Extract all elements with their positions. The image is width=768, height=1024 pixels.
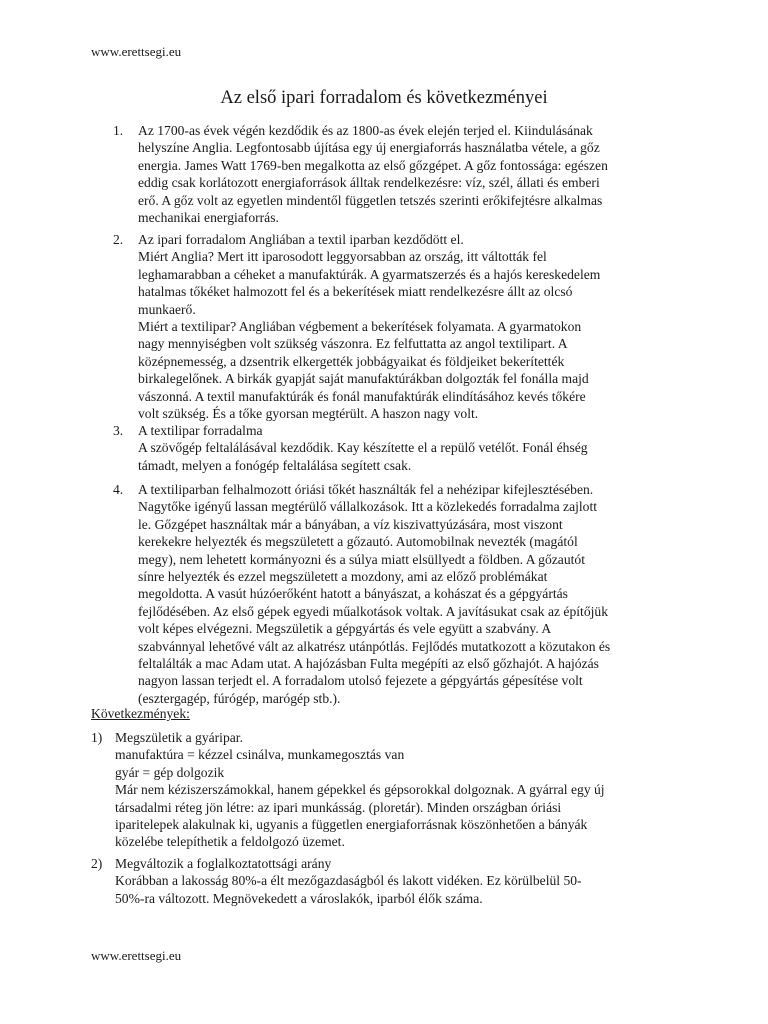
- consequence-1-text: [115, 729, 605, 851]
- item-4-line: megoldotta. A vasút húzóerőként hatott a bányászat, a kohászat és a gépgyártás: [138, 586, 568, 602]
- item-3-line: A szövőgép feltalálásával kezdődik. Kay készítette el a repülő vetélőt. Fonál éhség: [138, 440, 588, 456]
- item-1-line: energia. James Watt 1769-ben megalkotta az első gőzgépet. A gőz fontossága: egészen: [138, 157, 608, 173]
- item-1-line: eddig csak korlátozott energiaforrások álltak rendelkezésre: víz, szél, állati és emberi: [138, 175, 600, 191]
- item-2-line: vászonná. A textil manufaktúrák és fonál manufaktúrák elindításához kevés tőkére: [138, 388, 586, 404]
- item-3-line: támadt, melyen a fonógép feltalálása segített csak.: [138, 457, 412, 473]
- consequence-1-line: gyár = gép dolgozik: [115, 764, 225, 780]
- item-2-line: volt szükség. És a tőke gyorsan megtérült. A haszon nagy volt.: [138, 406, 479, 422]
- item-1-line: erő. A gőz volt az egyetlen mindentől független tetszés szerinti erőkifejtésre alkalmas: [138, 192, 603, 208]
- item-2-line: középnemesség, a dzsentrik elkergették jobbágyaikat és földjeiket bekerítették: [138, 353, 565, 369]
- item-2-line: Miért Anglia? Mert itt iparosodott leggyorsabban az ország, itt váltották fel: [138, 249, 547, 265]
- item-3-text: [138, 422, 588, 474]
- item-2-line: birkalegelőnek. A birkák gyapját saját manufaktúrákban dolgozták fel fonálla majd: [138, 371, 589, 387]
- item-2-line: munkaerő.: [138, 301, 196, 317]
- page-title: Az első ipari forradalom és következményei: [220, 88, 548, 108]
- consequence-2-line: Megváltozik a foglalkoztatottsági arány: [115, 856, 332, 871]
- footer-url: www.erettsegi.eu: [91, 948, 182, 963]
- item-4-line: nagyon lassan terjedt el. A forradalom utolsó fejezete a gépgyártás gépesítése volt: [138, 673, 583, 689]
- item-2-line: hatalmas tőkéket halmozott fel és a bekerítések miatt rendelkezésre állt az olcsó: [138, 284, 573, 300]
- consequence-2-text: [115, 855, 582, 907]
- consequence-1-line: Megszületik a gyáripar.: [115, 730, 243, 745]
- consequence-1-line: közelébe telepíthetik a feldolgozó üzemet.: [115, 834, 345, 850]
- item-4-line: fejlődésében. Az első gépek egyedi műalkotások voltak. A javításukat csak az építőjük: [138, 603, 608, 619]
- item-1-line: Az 1700-as évek végén kezdődik és az 1800-as évek elején terjed el. Kiindulásának: [138, 123, 593, 138]
- item-4-line: feltalálták a mac Adam utat. A hajózásban Fulta megépíti az első gőzhajót. A hajózás: [138, 656, 599, 672]
- consequence-2-line: 50%-ra változott. Megnövekedett a városlakók, iparból élők száma.: [115, 890, 483, 906]
- item-2-line: leghamarabban a céheket a manufaktúrák. A gyarmatszerzés és a hajós kereskedelem: [138, 266, 601, 282]
- item-4-line: megy), nem lehetett kormányozni és a súlya miatt elsüllyedt a földben. A gőzautót: [138, 551, 585, 567]
- item-4-line: Nagytőke igényű lassan megtérülő vállalkozások. Itt a közlekedés forradalma zajlott: [138, 499, 598, 515]
- consequence-1-line: manufaktúra = kézzel csinálva, munkamegosztás van: [115, 747, 405, 763]
- item-4-line: (esztergagép, fúrógép, marógép stb.).: [138, 690, 341, 706]
- item-number-4: 4.: [113, 482, 124, 497]
- item-1-text: [138, 122, 608, 226]
- item-number-1: 1.: [113, 123, 124, 138]
- item-2-text: [138, 231, 600, 422]
- consequence-number-1: 1): [91, 730, 103, 745]
- consequence-1-line: iparitelepek alakulnak ki, ugyanis a független energiaforrásnak köszönhetően a bányák: [115, 817, 588, 833]
- item-number-3: 3.: [113, 423, 124, 438]
- item-4-text: [138, 481, 610, 707]
- consequence-1-line: Már nem kéziszerszámokkal, hanem gépekkel és gépsorokkal dolgoznak. A gyárral egy új: [115, 782, 605, 798]
- item-4-line: szabvánnyal lehetővé vált az alkatrész utánpótlás. Fejlődés mutatkozott a közutakon és: [138, 638, 611, 654]
- item-4-line: A textiliparban felhalmozott óriási tőkét használták fel a nehézipar kifejlesztésében.: [138, 482, 594, 497]
- item-2-line: Miért a textilipar? Angliában végbement a bekerítések folyamata. A gyarmatokon: [138, 319, 582, 335]
- header-url: www.erettsegi.eu: [91, 44, 182, 59]
- consequence-2-line: Korábban a lakosság 80%-a élt mezőgazdaságból és lakott vidéken. Ez körülbelül 50-: [115, 873, 582, 889]
- item-number-2: 2.: [113, 232, 124, 247]
- item-4-line: volt képes elvégezni. Megszületik a gépgyártás és vele együtt a szabvány. A: [138, 621, 552, 637]
- item-4-line: le. Gőzgépet használtak már a bányában, a víz kiszivattyúzására, most viszont: [138, 516, 563, 532]
- item-3-line: A textilipar forradalma: [138, 423, 263, 438]
- item-4-line: sínre helyezték és ezzel megszületett a mozdony, ami az előző problémákat: [138, 569, 548, 585]
- consequence-number-2: 2): [91, 856, 103, 871]
- item-2-line: nagy mennyiségben volt szükség vászonra. Ez felfuttatta az angol textilipart. A: [138, 336, 568, 352]
- consequence-1-line: társadalmi réteg jön létre: az ipari munkásság. (ploretár). Minden országban óriási: [115, 799, 562, 815]
- item-1-line: helyszíne Anglia. Legfontosabb újítása egy új energiaforrás használatba vétele, a gőz: [138, 140, 600, 156]
- item-4-line: kerekekre helyezték és megszületett a gőzautó. Automobilnak nevezték (magától: [138, 534, 578, 550]
- item-1-line: mechanikai energiaforrás.: [138, 210, 279, 226]
- item-2-line: Az ipari forradalom Angliában a textil iparban kezdődött el.: [138, 232, 464, 247]
- consequences-heading: Következmények:: [91, 706, 190, 721]
